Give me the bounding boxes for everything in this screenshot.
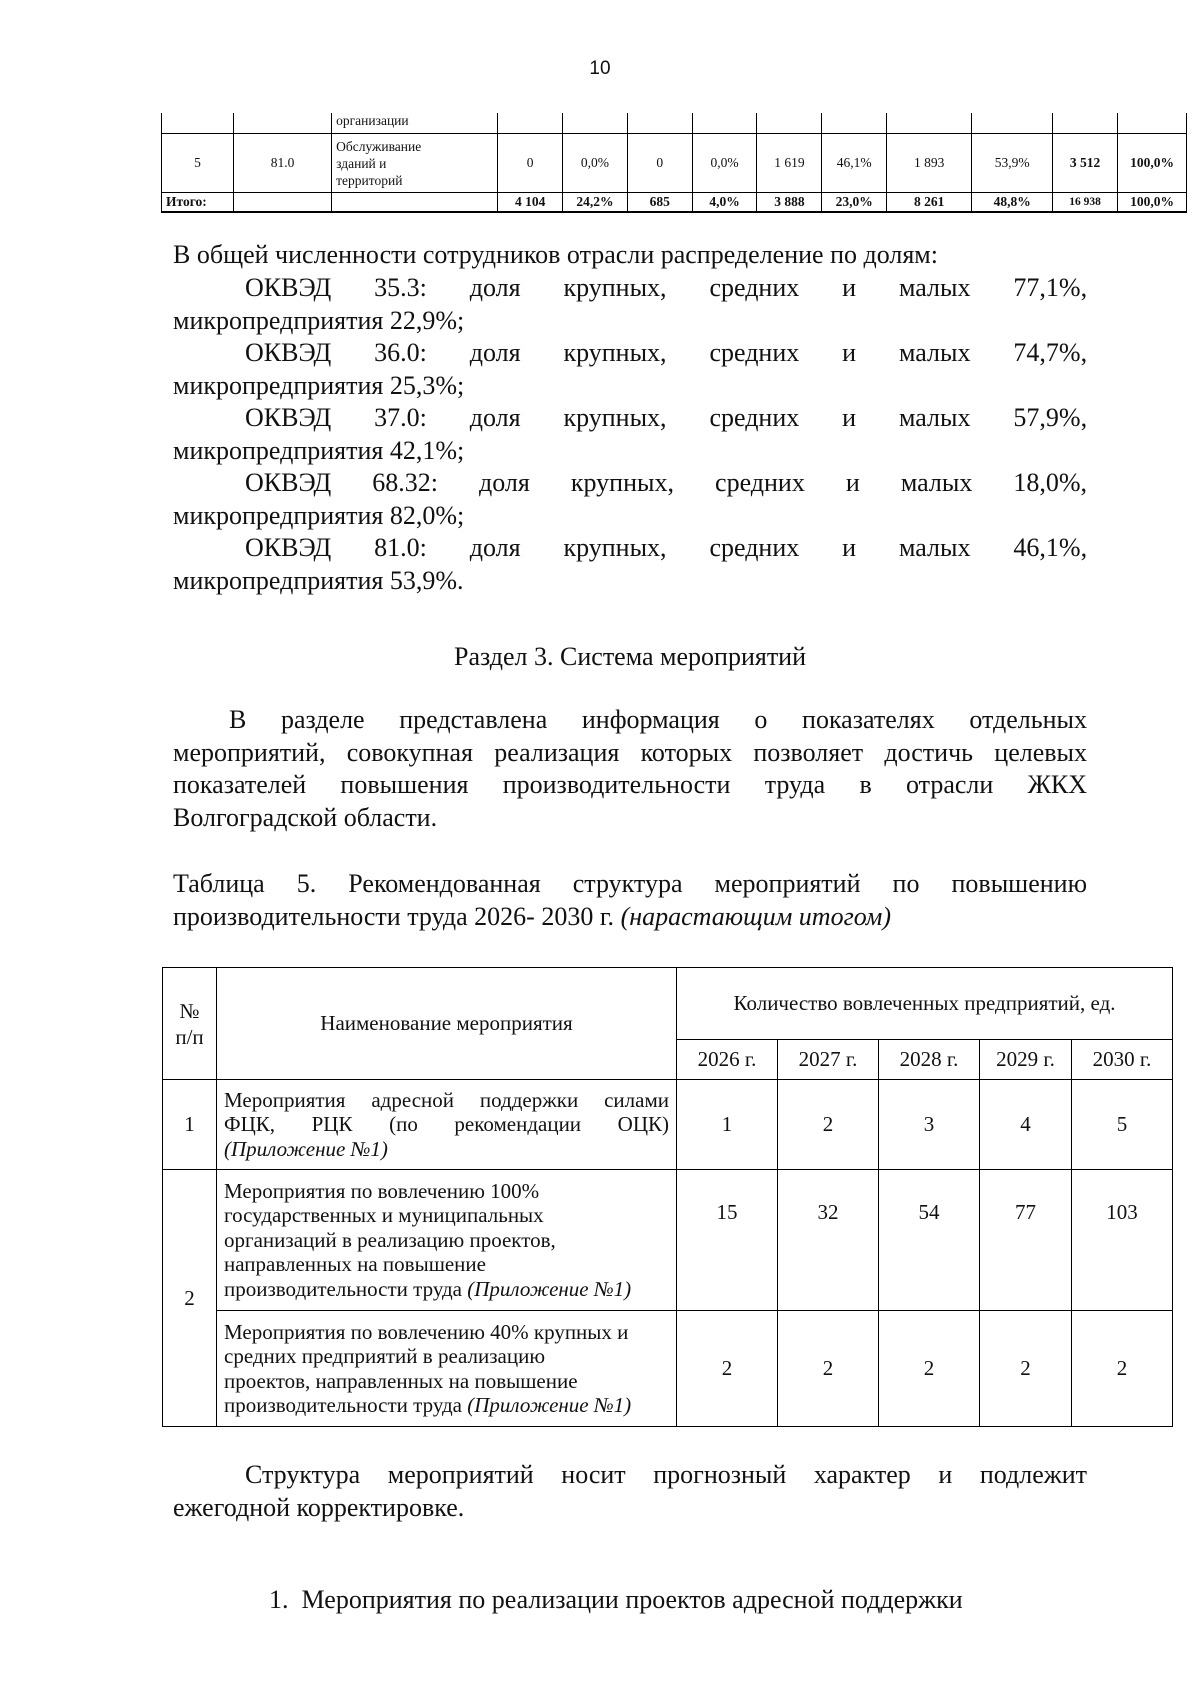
table-row [162, 134, 1187, 193]
year-value: 2 [778, 1080, 879, 1170]
total-cell: 48,8% [972, 193, 1053, 213]
okved-item [173, 272, 1087, 337]
year-value: 2 [778, 1311, 879, 1427]
value-cell: 0,0% [692, 134, 757, 193]
enterprise-distribution-table [161, 113, 1187, 213]
year-value: 77 [980, 1170, 1072, 1311]
total-cell: 24,2% [563, 193, 628, 213]
row-number: 2 [163, 1170, 217, 1427]
total-cell: 685 [627, 193, 692, 213]
okved-continuation: микропредприятия 22,9%; [173, 305, 465, 335]
distribution-intro: В общей численности сотрудников отрасли распределение по долям: [173, 240, 938, 269]
okved-list [173, 272, 1087, 597]
value-cell: 53,9% [972, 134, 1053, 193]
year-value: 5 [1072, 1080, 1173, 1170]
total-cell: 4,0% [692, 193, 757, 213]
year-header: 2030 г. [1072, 1040, 1173, 1080]
table-caption: Таблица 5. Рекомендованная структура мероприятий по повышению производительности труда 2026- 2030 г. (нарастающим итогом) [173, 869, 1087, 931]
section-title: Раздел 3. Система мероприятий [453, 642, 807, 671]
okved-item [173, 532, 1087, 597]
year-value: 1 [677, 1080, 778, 1170]
value-cell: 46,1% [822, 134, 887, 193]
closing-paragraph: Структура мероприятий носит прогнозный характер и подлежит ежегодной корректировке. [173, 1460, 1087, 1522]
value-cell: 1 893 [887, 134, 972, 193]
count-header: Количество вовлеченных предприятий, ед. [677, 968, 1173, 1040]
value-cell: 3 512 [1053, 134, 1118, 193]
list-item [173, 1584, 1087, 1617]
list-text: Мероприятия по реализации проектов адресной поддержки [301, 1585, 963, 1614]
list-number: 1. [269, 1585, 289, 1614]
measure-name: Мероприятия по вовлечению 40% крупных и средних предприятий в реализацию проектов, направленных на повышение производительности труда (Приложение №1) [217, 1311, 677, 1427]
total-cell: 3 888 [757, 193, 822, 213]
table-row [163, 1080, 1173, 1170]
year-value: 2 [879, 1311, 980, 1427]
year-value: 2 [980, 1311, 1072, 1427]
year-value: 3 [879, 1080, 980, 1170]
year-value: 54 [879, 1170, 980, 1311]
year-value: 4 [980, 1080, 1072, 1170]
table-header-row [163, 968, 1173, 1040]
okved-continuation: микропредприятия 25,3%; [173, 370, 465, 400]
okved-item [173, 337, 1087, 402]
year-value: 2 [677, 1311, 778, 1427]
okved-line: ОКВЭД 36.0: доля крупных, средних и малых 74,7%, [245, 338, 1088, 367]
row-number: 1 [163, 1080, 217, 1170]
year-value: 32 [778, 1170, 879, 1311]
measures-table [162, 967, 1173, 1427]
year-value: 2 [1072, 1311, 1173, 1427]
activity-name-cell: организации [332, 113, 498, 134]
value-cell: 0 [627, 134, 692, 193]
okved-item [173, 402, 1087, 467]
table-row [163, 1170, 1173, 1311]
okved-line: ОКВЭД 68.32: доля крупных, средних и малых 18,0%, [245, 468, 1088, 497]
total-label: Итого: [162, 193, 234, 213]
section-paragraph: В разделе представлена информация о показателях отдельных мероприятий, совокупная реализация которых позволяет достичь целевых показателей повышения производительности труда в отрасли ЖКХ Волгоградской области. [173, 705, 1087, 832]
year-value: 15 [677, 1170, 778, 1311]
year-value: 103 [1072, 1170, 1173, 1311]
value-cell: 1 619 [757, 134, 822, 193]
activity-name-cell: Обслуживание зданий и территорий [332, 134, 498, 193]
okved-line: ОКВЭД 35.3: доля крупных, средних и малых 77,1%, [245, 273, 1088, 302]
measure-name: Мероприятия по вовлечению 100% государственных и муниципальных организаций в реализацию проектов, направленных на повышение производительности труда (Приложение №1) [217, 1170, 677, 1311]
year-header: 2028 г. [879, 1040, 980, 1080]
total-cell: 16 938 [1053, 193, 1118, 213]
total-cell: 23,0% [822, 193, 887, 213]
page-number: 10 [589, 58, 611, 79]
okved-item [173, 467, 1087, 532]
okved-continuation: микропредприятия 53,9%. [173, 565, 464, 595]
year-header: 2026 г. [677, 1040, 778, 1080]
total-row [162, 193, 1187, 213]
measure-name: Мероприятия адресной поддержки силами ФЦК, РЦК (по рекомендации ОЦК) (Приложение №1) [217, 1080, 677, 1170]
number-header: № п/п [163, 968, 217, 1080]
name-header: Наименование мероприятия [217, 968, 677, 1080]
okved-continuation: микропредприятия 82,0%; [173, 500, 465, 530]
okved-line: ОКВЭД 37.0: доля крупных, средних и малых 57,9%, [245, 403, 1088, 432]
okved-line: ОКВЭД 81.0: доля крупных, средних и малых 46,1%, [245, 533, 1088, 562]
value-cell: 100,0% [1118, 134, 1187, 193]
year-header: 2027 г. [778, 1040, 879, 1080]
row-number-cell: 5 [162, 134, 234, 193]
table-row [162, 113, 1187, 134]
okved-continuation: микропредприятия 42,1%; [173, 435, 465, 465]
total-cell: 4 104 [498, 193, 563, 213]
value-cell: 0,0% [563, 134, 628, 193]
total-cell: 100,0% [1118, 193, 1187, 213]
table-row [163, 1311, 1173, 1427]
value-cell: 0 [498, 134, 563, 193]
total-cell: 8 261 [887, 193, 972, 213]
year-header: 2029 г. [980, 1040, 1072, 1080]
okved-code-cell: 81.0 [233, 134, 331, 193]
